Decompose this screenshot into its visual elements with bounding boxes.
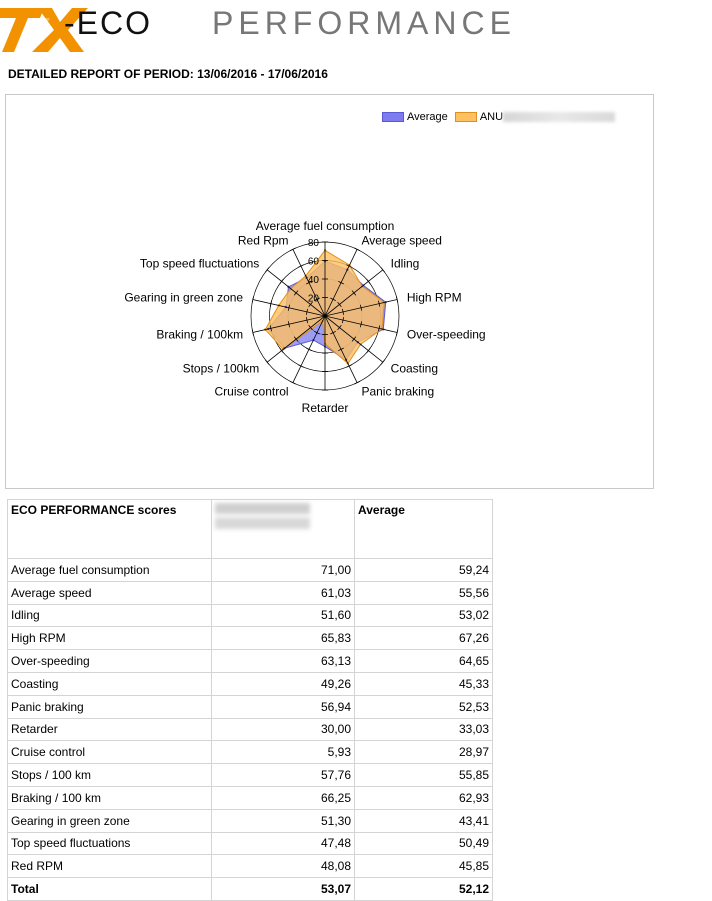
row-driver-score: 63,13 xyxy=(212,650,355,673)
axis-label: Average fuel consumption xyxy=(255,219,395,233)
row-label: Over-speeding xyxy=(8,650,212,673)
legend-label-driver: ANU xyxy=(479,111,504,123)
radial-tick-label: 40 xyxy=(307,275,319,286)
report-period-title: DETAILED REPORT OF PERIOD: 13/06/2016 - 17/06/2016 xyxy=(8,67,328,81)
eco-performance-logo xyxy=(0,0,600,56)
row-driver-score: 56,94 xyxy=(212,695,355,718)
axis-label: Over-speeding xyxy=(406,327,486,342)
axis-label: Panic braking xyxy=(361,384,435,399)
row-average-score: 52,53 xyxy=(355,695,493,718)
table-row xyxy=(8,764,493,787)
redacted-driver-header xyxy=(215,503,310,529)
row-label: Top speed fluctuations xyxy=(8,832,212,855)
table-row xyxy=(8,832,493,855)
axis-label: Cruise control xyxy=(214,384,289,399)
axis-label: Stops / 100km xyxy=(182,361,260,376)
radar-tick-mark xyxy=(280,279,284,284)
row-driver-score: 49,26 xyxy=(212,672,355,695)
row-average-score: 55,56 xyxy=(355,581,493,604)
table-row xyxy=(8,672,493,695)
table-row xyxy=(8,695,493,718)
row-driver-score: 47,48 xyxy=(212,832,355,855)
axis-label: Gearing in green zone xyxy=(124,290,244,305)
radar-chart-panel xyxy=(5,94,654,489)
radar-tick-mark xyxy=(367,348,371,353)
row-label: Average speed xyxy=(8,581,212,604)
axis-label: Average speed xyxy=(361,233,442,248)
table-header-average: Average xyxy=(355,500,493,559)
axis-label: Idling xyxy=(390,256,420,271)
row-driver-score: 48,08 xyxy=(212,855,355,878)
row-average-score: 43,41 xyxy=(355,809,493,832)
row-average-score: 45,85 xyxy=(355,855,493,878)
row-average-score: 45,33 xyxy=(355,672,493,695)
radial-tick-label: 80 xyxy=(307,238,319,249)
radar-tick-mark xyxy=(265,268,269,273)
row-average-score: 50,49 xyxy=(355,832,493,855)
total-label: Total xyxy=(8,878,212,901)
table-header-driver xyxy=(212,500,355,559)
row-average-score: 67,26 xyxy=(355,627,493,650)
table-total-row xyxy=(8,878,493,901)
radar-chart xyxy=(6,95,653,488)
row-average-score: 64,65 xyxy=(355,650,493,673)
table-row xyxy=(8,559,493,582)
table-row xyxy=(8,855,493,878)
row-label: Panic braking xyxy=(8,695,212,718)
row-driver-score: 61,03 xyxy=(212,581,355,604)
radial-tick-label: 20 xyxy=(307,293,319,305)
scores-table xyxy=(7,499,493,901)
axis-label: Red Rpm xyxy=(237,233,289,248)
row-average-score: 55,85 xyxy=(355,764,493,787)
row-driver-score: 5,93 xyxy=(212,741,355,764)
row-average-score: 53,02 xyxy=(355,604,493,627)
row-label: Red RPM xyxy=(8,855,212,878)
logo-performance-text: PERFORMANCE xyxy=(212,5,516,41)
axis-label: Top speed fluctuations xyxy=(139,256,260,271)
radial-tick-label: 60 xyxy=(307,256,319,268)
table-header-scores: ECO PERFORMANCE scores xyxy=(8,500,212,559)
total-driver-score: 53,07 xyxy=(212,878,355,901)
table-row xyxy=(8,581,493,604)
row-label: Cruise control xyxy=(8,741,212,764)
row-average-score: 33,03 xyxy=(355,718,493,741)
legend-label-average: Average xyxy=(407,111,448,123)
row-label: Idling xyxy=(8,604,212,627)
table-row xyxy=(8,741,493,764)
row-label: Retarder xyxy=(8,718,212,741)
row-label: Braking / 100 km xyxy=(8,786,212,809)
radar-tick-mark xyxy=(381,360,385,365)
row-average-score: 28,97 xyxy=(355,741,493,764)
row-driver-score: 66,25 xyxy=(212,786,355,809)
table-row xyxy=(8,786,493,809)
row-driver-score: 51,60 xyxy=(212,604,355,627)
axis-label: Braking / 100km xyxy=(156,327,244,342)
total-average-score: 52,12 xyxy=(355,878,493,901)
row-label: Average fuel consumption xyxy=(8,559,212,582)
row-average-score: 59,24 xyxy=(355,559,493,582)
axis-label: Coasting xyxy=(390,361,439,376)
row-driver-score: 57,76 xyxy=(212,764,355,787)
table-row xyxy=(8,604,493,627)
table-row xyxy=(8,627,493,650)
table-row xyxy=(8,650,493,673)
row-average-score: 62,93 xyxy=(355,786,493,809)
radar-tick-mark xyxy=(381,268,385,273)
axis-label: High RPM xyxy=(406,290,462,305)
radar-tick-mark xyxy=(367,279,371,284)
row-label: Coasting xyxy=(8,672,212,695)
row-label: Gearing in green zone xyxy=(8,809,212,832)
logo-eco-text: -ECO xyxy=(64,5,152,41)
table-row xyxy=(8,809,493,832)
axis-label: Retarder xyxy=(301,401,349,415)
row-label: Stops / 100 km xyxy=(8,764,212,787)
table-row xyxy=(8,718,493,741)
row-driver-score: 30,00 xyxy=(212,718,355,741)
row-driver-score: 51,30 xyxy=(212,809,355,832)
row-label: High RPM xyxy=(8,627,212,650)
row-driver-score: 65,83 xyxy=(212,627,355,650)
radar-tick-mark xyxy=(265,360,269,365)
row-driver-score: 71,00 xyxy=(212,559,355,582)
